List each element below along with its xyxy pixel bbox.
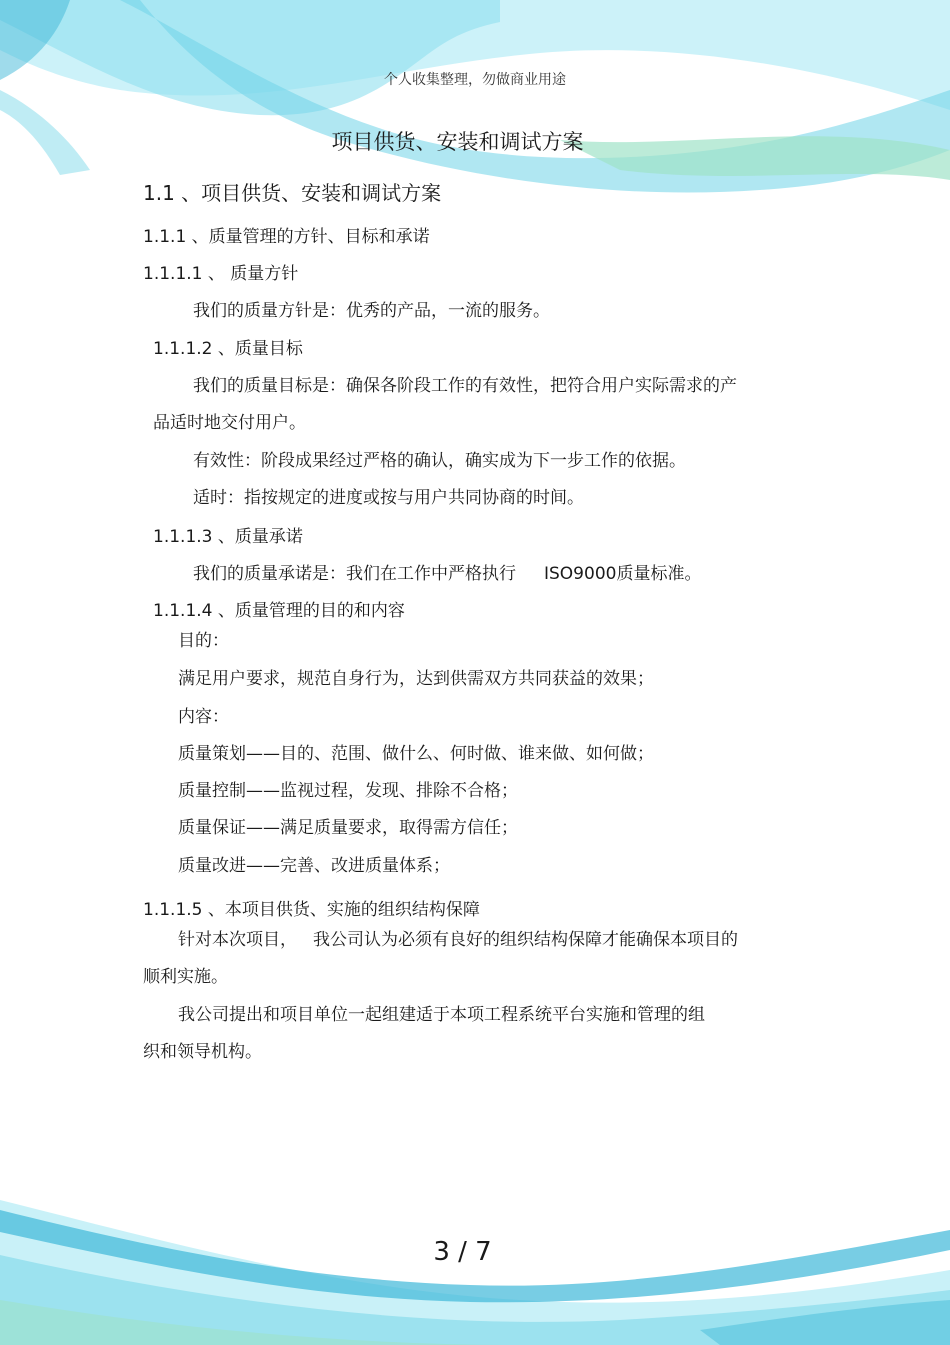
timeliness-text: 适时：指按规定的进度或按与用户共同协商的时间。 [193,488,584,508]
purpose-label: 目的： [178,631,229,651]
section-1-1-1-4-heading: 1.1.1.4 、质量管理的目的和内容 [153,601,405,621]
section-1-1-1-1-heading: 1.1.1.1 、 质量方针 [143,264,299,284]
org-structure-line-2: 顺利实施。 [143,967,228,987]
quality-commitment-part-b: ISO9000质量标准。 [544,564,702,584]
section-1-1-1-3-heading: 1.1.1.3 、质量承诺 [153,527,303,547]
watermark-text: 个人收集整理，勿做商业用途 [384,72,566,88]
content-item-assurance: 质量保证——满足质量要求，取得需方信任； [178,818,518,838]
quality-commitment-part-a: 我们的质量承诺是：我们在工作中严格执行 [193,564,516,584]
section-1-1-1-2-heading: 1.1.1.2 、质量目标 [153,339,303,359]
content-item-improvement: 质量改进——完善、改进质量体系； [178,856,450,876]
org-structure-line-1 [178,930,738,950]
quality-commitment-text [193,564,701,584]
quality-goal-line-1: 我们的质量目标是：确保各阶段工作的有效性，把符合用户实际需求的产 [193,376,737,396]
org-structure-part-a: 针对本次项目， [178,930,297,950]
document-title: 项目供货、安装和调试方案 [331,130,584,154]
content-item-planning: 质量策划——目的、范围、做什么、何时做、谁来做、如何做； [178,744,654,764]
content-label: 内容： [178,707,229,727]
org-structure-part-b: 我公司认为必须有良好的组织结构保障才能确保本项目的 [313,930,738,950]
section-1-1-1-heading: 1.1.1 、质量管理的方针、目标和承诺 [143,227,430,247]
content-item-control: 质量控制——监视过程，发现、排除不合格； [178,781,518,801]
section-1-1-heading: 1.1 、项目供货、安装和调试方案 [143,181,442,205]
org-leadership-line-1: 我公司提出和项目单位一起组建适于本项工程系统平台实施和管理的组 [178,1005,705,1025]
purpose-text: 满足用户要求，规范自身行为，达到供需双方共同获益的效果； [178,669,654,689]
effectiveness-text: 有效性：阶段成果经过严格的确认，确实成为下一步工作的依据。 [193,451,686,471]
org-leadership-line-2: 织和领导机构。 [143,1042,262,1062]
section-1-1-1-5-heading: 1.1.1.5 、本项目供货、实施的组织结构保障 [143,900,480,920]
quality-goal-line-2: 品适时地交付用户。 [153,413,306,433]
quality-policy-text: 我们的质量方针是：优秀的产品，一流的服务。 [193,301,550,321]
page-number: 3 / 7 [433,1237,492,1267]
